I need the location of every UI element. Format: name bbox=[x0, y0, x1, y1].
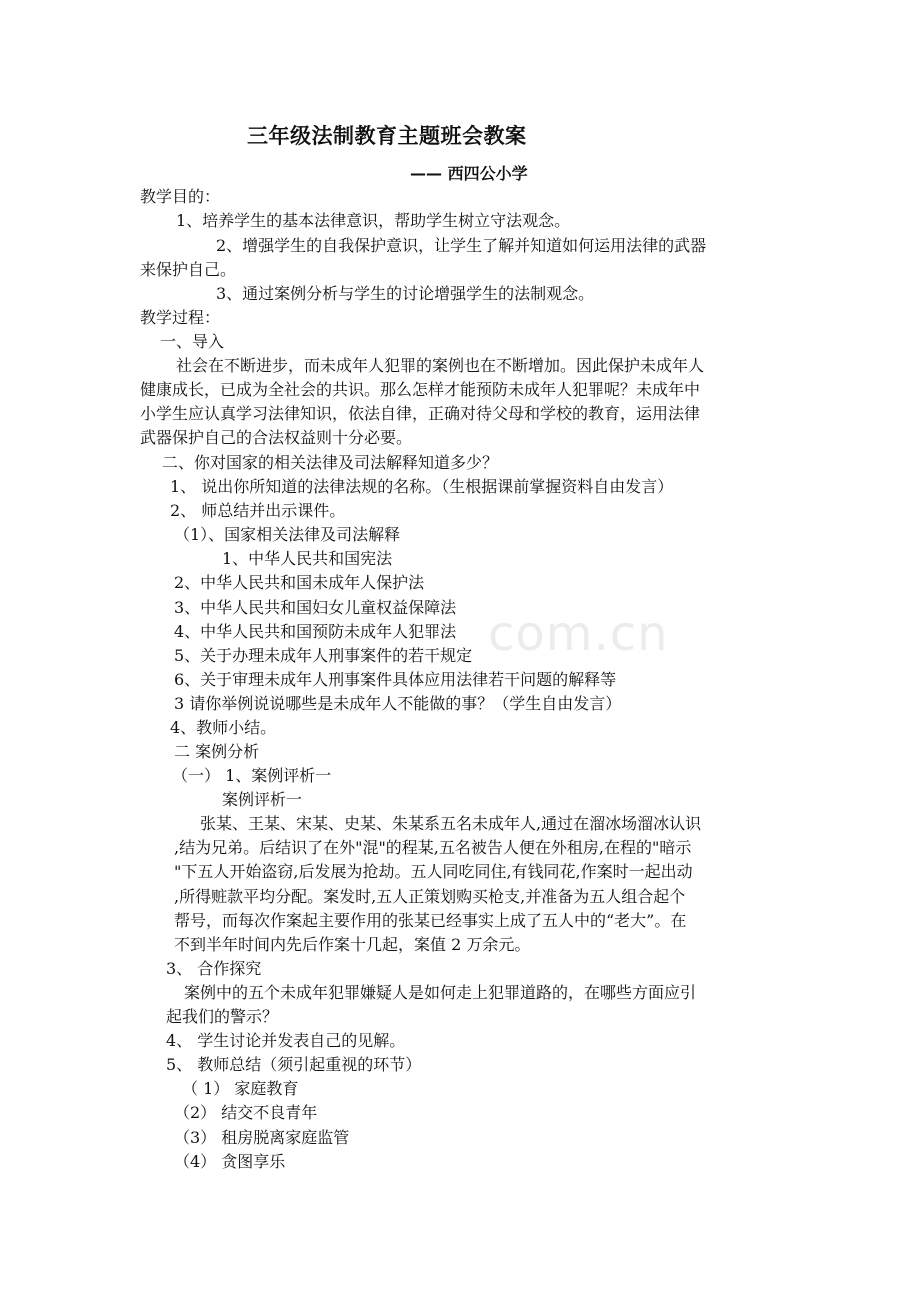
watermark: com.cn bbox=[488, 606, 669, 662]
list-item: （1）、国家相关法律及司法解释 bbox=[174, 525, 401, 544]
paragraph-line: 案例中的五个未成年犯罪嫌疑人是如何走上犯罪道路的，在哪些方面应引 bbox=[184, 983, 697, 1002]
law-item: 4、中华人民共和国预防未成年人犯罪法 bbox=[174, 622, 457, 641]
law-item: 3、中华人民共和国妇女儿童权益保障法 bbox=[174, 598, 457, 617]
paragraph-line: 社会在不断进步，而未成年人犯罪的案例也在不断增加。因此保护未成年人 bbox=[176, 356, 705, 375]
paragraph-line: 起我们的警示？ bbox=[166, 1007, 279, 1026]
summary-item: （2） 结交不良青年 bbox=[174, 1103, 318, 1122]
case-text-line: ,所得赃款平均分配。案发时,五人正策划购买枪支,并准备为五人组合起个 bbox=[174, 887, 686, 906]
list-item: 1、 说出你所知道的法律法规的名称。（生根据课前掌握资料自由发言） bbox=[170, 477, 674, 496]
goal-3: 3、通过案例分析与学生的讨论增强学生的法制观念。 bbox=[216, 284, 595, 303]
summary-item: （3） 租房脱离家庭监管 bbox=[174, 1128, 350, 1147]
document-title: 三年级法制教育主题班会教案 bbox=[247, 124, 527, 148]
paragraph-line: 健康成长，已成为全社会的共识。那么怎样才能预防未成年人犯罪呢？未成年中 bbox=[140, 380, 701, 399]
case-text-line: 帮号，而每次作案起主要作用的张某已经事实上成了五人中的“老大”。在 bbox=[174, 911, 687, 930]
goal-1: 1、培养学生的基本法律意识，帮助学生树立守法观念。 bbox=[176, 211, 571, 230]
paragraph-line: 武器保护自己的合法权益则十分必要。 bbox=[140, 428, 413, 447]
goal-2-cont: 来保护自己。 bbox=[140, 260, 237, 279]
list-item: 3、 合作探究 bbox=[166, 959, 262, 978]
section-laws: 二、你对国家的相关法律及司法解释知道多少？ bbox=[162, 453, 499, 472]
law-item: 1、中华人民共和国宪法 bbox=[222, 549, 393, 568]
list-item: 3 请你举例说说哪些是未成年人不能做的事？（学生自由发言） bbox=[174, 694, 622, 713]
list-item: 4、 学生讨论并发表自己的见解。 bbox=[166, 1031, 406, 1050]
case-heading: 案例评析一 bbox=[222, 790, 303, 809]
section-intro: 一、导入 bbox=[160, 332, 225, 351]
case-text-line: 张某、王某、宋某、史某、朱某系五名未成年人,通过在溜冰场溜冰认识 bbox=[200, 814, 702, 833]
case-text-line: 不到半年时间内先后作案十几起，案值 2 万余元。 bbox=[174, 935, 531, 954]
document-subtitle: —— 西四公小学 bbox=[410, 164, 528, 183]
heading-teaching-goals: 教学目的： bbox=[140, 187, 221, 206]
law-item: 6、关于审理未成年人刑事案件具体应用法律若干问题的解释等 bbox=[174, 670, 617, 689]
heading-teaching-process: 教学过程： bbox=[140, 308, 221, 327]
list-item: 5、 教师总结（须引起重视的环节） bbox=[166, 1055, 422, 1074]
summary-item: （4） 贪图享乐 bbox=[174, 1152, 286, 1171]
case-text-line: ,结为兄弟。后结识了在外"混"的程某,五名被告人便在外租房,在程的"暗示 bbox=[174, 838, 692, 857]
list-item: 2、 师总结并出示课件。 bbox=[170, 501, 346, 520]
paragraph-line: 小学生应认真学习法律知识，依法自律，正确对待父母和学校的教育，运用法律 bbox=[140, 404, 701, 423]
law-item: 2、中华人民共和国未成年人保护法 bbox=[174, 573, 425, 592]
case-text-line: "下五人开始盗窃,后发展为抢劫。五人同吃同住,有钱同花,作案时一起出动 bbox=[174, 862, 693, 881]
summary-item: （ 1） 家庭教育 bbox=[182, 1079, 299, 1098]
section-case-analysis: 二 案例分析 bbox=[174, 742, 260, 761]
list-item: （一） 1、案例评析一 bbox=[172, 766, 332, 785]
list-item: 4、教师小结。 bbox=[170, 718, 277, 737]
law-item: 5、关于办理未成年人刑事案件的若干规定 bbox=[174, 646, 473, 665]
goal-2: 2、增强学生的自我保护意识，让学生了解并知道如何运用法律的武器 bbox=[216, 236, 707, 255]
